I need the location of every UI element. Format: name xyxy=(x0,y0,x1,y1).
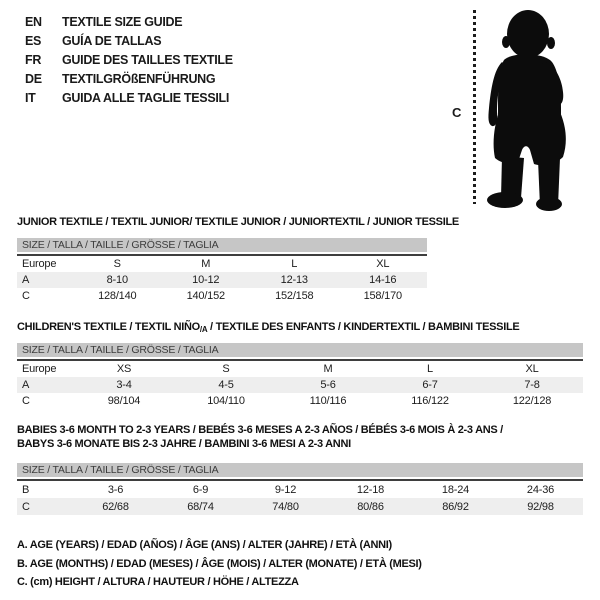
language-title: GUIDA ALLE TAGLIE TESSILI xyxy=(62,91,230,105)
table-row-age xyxy=(17,272,427,288)
cell: 62/68 xyxy=(102,500,129,513)
note-age-months: B. AGE (MONTHS) / EDAD (MESES) / ÂGE (MOIS) / ALTER (MONATE) / ETÀ (MESI) xyxy=(17,557,422,570)
cell: L xyxy=(427,363,433,375)
cell: L xyxy=(291,258,298,270)
language-row-es xyxy=(25,32,233,51)
cell: 6-9 xyxy=(192,483,209,496)
language-code: FR xyxy=(25,53,42,67)
row-label: Europe xyxy=(22,258,57,270)
language-row-en xyxy=(25,13,233,32)
cell: 116/122 xyxy=(411,395,449,407)
junior-size-table xyxy=(17,254,427,304)
cell: 18-24 xyxy=(441,483,470,496)
cell: 104/110 xyxy=(207,395,245,407)
note-age-years: A. AGE (YEARS) / EDAD (AÑOS) / ÂGE (ANS) / ALTER (JAHRE) / ETÀ (ANNI) xyxy=(17,539,392,551)
cell: 5-6 xyxy=(320,379,336,391)
cell: 122/128 xyxy=(512,395,552,407)
heading-subscript: /A xyxy=(199,325,208,334)
table-row-height xyxy=(17,393,583,409)
legend-notes xyxy=(17,536,422,592)
cell: 8-10 xyxy=(106,274,128,286)
table-row-europe xyxy=(17,255,427,272)
table-row-age xyxy=(17,377,583,393)
children-size-table xyxy=(17,359,583,409)
row-label: A xyxy=(22,274,30,286)
babies-section-heading xyxy=(17,423,503,451)
height-measure-label: C xyxy=(452,105,462,120)
children-section-heading xyxy=(17,321,519,334)
cell: 10-12 xyxy=(192,274,220,286)
row-label: Europe xyxy=(22,363,57,375)
language-code: IT xyxy=(25,91,36,105)
cell: 140/152 xyxy=(186,290,225,302)
cell: 86/92 xyxy=(442,500,469,513)
babies-size-bar: SIZE / TALLA / TAILLE / GRÖSSE / TAGLIA xyxy=(17,463,583,477)
cell: 14-16 xyxy=(369,274,397,286)
cell: 4-5 xyxy=(218,379,234,391)
cell: 80/86 xyxy=(357,500,384,513)
language-title: GUIDE DES TAILLES TEXTILE xyxy=(62,53,233,67)
cell: 152/158 xyxy=(275,290,314,302)
babies-size-table xyxy=(17,479,583,515)
cell: 9-12 xyxy=(274,483,297,496)
row-label: C xyxy=(22,500,30,513)
language-code: EN xyxy=(25,15,42,29)
baby-silhouette-image xyxy=(486,8,574,212)
junior-size-bar: SIZE / TALLA / TAILLE / GRÖSSE / TAGLIA xyxy=(17,238,427,252)
language-title: TEXTILE SIZE GUIDE xyxy=(62,15,183,29)
language-title-list xyxy=(25,13,233,108)
cell: 92/98 xyxy=(527,500,554,513)
cell: XL xyxy=(376,258,390,270)
row-label: C xyxy=(22,290,30,302)
children-size-bar: SIZE / TALLA / TAILLE / GRÖSSE / TAGLIA xyxy=(17,343,583,357)
cell: 24-36 xyxy=(526,483,555,496)
heading-text: / TEXTILE DES ENFANTS / KINDERTEXTIL / BAMBINI TESSILE xyxy=(207,321,520,333)
table-row-months xyxy=(17,480,583,498)
row-label: B xyxy=(22,483,30,496)
cell: S xyxy=(222,363,230,375)
language-code: ES xyxy=(25,34,42,48)
heading-line-1: BABIES 3-6 MONTH TO 2-3 YEARS / BEBÉS 3-6 MESES A 2-3 AÑOS / BÉBÉS 3-6 MOIS À 2-3 ANS / xyxy=(17,424,503,436)
heading-line-2: BABYS 3-6 MONATE BIS 2-3 JAHRE / BAMBINI 3-6 MESI A 2-3 ANNI xyxy=(17,438,351,450)
language-row-fr xyxy=(25,51,233,70)
language-row-de xyxy=(25,70,233,89)
cell: 74/80 xyxy=(272,500,299,513)
language-code: DE xyxy=(25,72,42,86)
cell: 158/170 xyxy=(363,290,402,302)
cell: 6-7 xyxy=(422,379,438,391)
cell: 12-18 xyxy=(356,483,385,496)
language-row-it xyxy=(25,89,233,108)
cell: M xyxy=(201,258,211,270)
language-title: GUÍA DE TALLAS xyxy=(62,34,162,48)
cell: 7-8 xyxy=(524,379,540,391)
junior-section-heading: JUNIOR TEXTILE / TEXTIL JUNIOR/ TEXTILE JUNIOR / JUNIORTEXTIL / JUNIOR TESSILE xyxy=(17,216,459,228)
cell: S xyxy=(113,258,121,270)
row-label: A xyxy=(22,379,30,391)
table-row-europe xyxy=(17,360,583,377)
row-label: C xyxy=(22,395,30,407)
cell: 128/140 xyxy=(98,290,137,302)
table-row-height xyxy=(17,288,427,304)
cell: XS xyxy=(116,363,132,375)
height-measure-dotted-line xyxy=(473,10,476,204)
cell: 3-6 xyxy=(107,483,124,496)
note-height-cm: C. (cm) HEIGHT / ALTURA / HAUTEUR / HÖHE / ALTEZZA xyxy=(17,576,299,588)
cell: 12-13 xyxy=(280,274,308,286)
cell: 98/104 xyxy=(107,395,141,407)
table-row-height xyxy=(17,498,583,515)
cell: 68/74 xyxy=(187,500,214,513)
cell: XL xyxy=(525,363,539,375)
cell: 110/116 xyxy=(309,395,347,407)
language-title: TEXTILGRÖßENFÜHRUNG xyxy=(62,72,216,86)
cell: 3-4 xyxy=(116,379,132,391)
cell: M xyxy=(323,363,333,375)
heading-text: CHILDREN'S TEXTILE / TEXTIL NIÑO xyxy=(17,321,200,333)
